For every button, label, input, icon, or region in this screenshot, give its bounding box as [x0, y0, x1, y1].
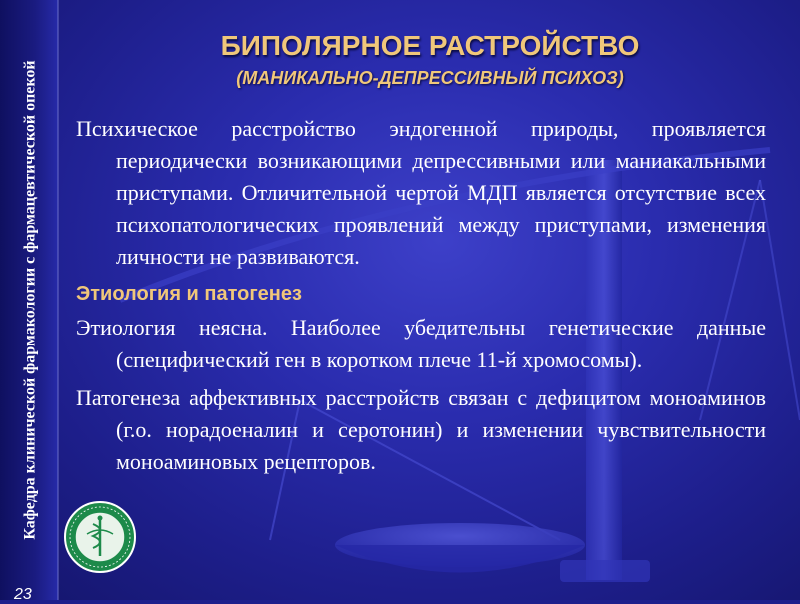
university-seal-icon — [63, 500, 137, 574]
department-label — [4, 0, 56, 600]
department-text: Кафедра клинической фармакологии с фармацевтической опекой — [21, 60, 39, 540]
sidebar-divider — [57, 0, 59, 600]
etiology-paragraph: Этиология неясна. Наиболее убедительны генетические данные (специфический ген в коротком плече 11-й хромосомы). — [76, 315, 766, 372]
page-title: БИПОЛЯРНОЕ РАСТРОЙСТВО — [220, 30, 640, 61]
main-content — [76, 113, 766, 478]
page-subtitle: (МАНИКАЛЬНО-ДЕПРЕССИВНЫЙ ПСИХОЗ) — [236, 68, 624, 88]
definition-paragraph: Психическое расстройство эндогенной природы, проявляется периодически возникающими депрессивными или маниакальными приступами. Отличительной чертой МДП является отсутствие всех психопатологических проявлений между приступами, изменения личности не развиваются. — [76, 116, 766, 269]
slide-number: 23 — [14, 586, 32, 603]
section-heading: Этиология и патогенез — [76, 283, 302, 305]
pathogenesis-paragraph: Патогенеза аффективных расстройств связан с дефицитом моноаминов (г.о. норадоеналин и серотонин) и изменении чувствительности моноаминовых рецепторов. — [76, 385, 766, 474]
